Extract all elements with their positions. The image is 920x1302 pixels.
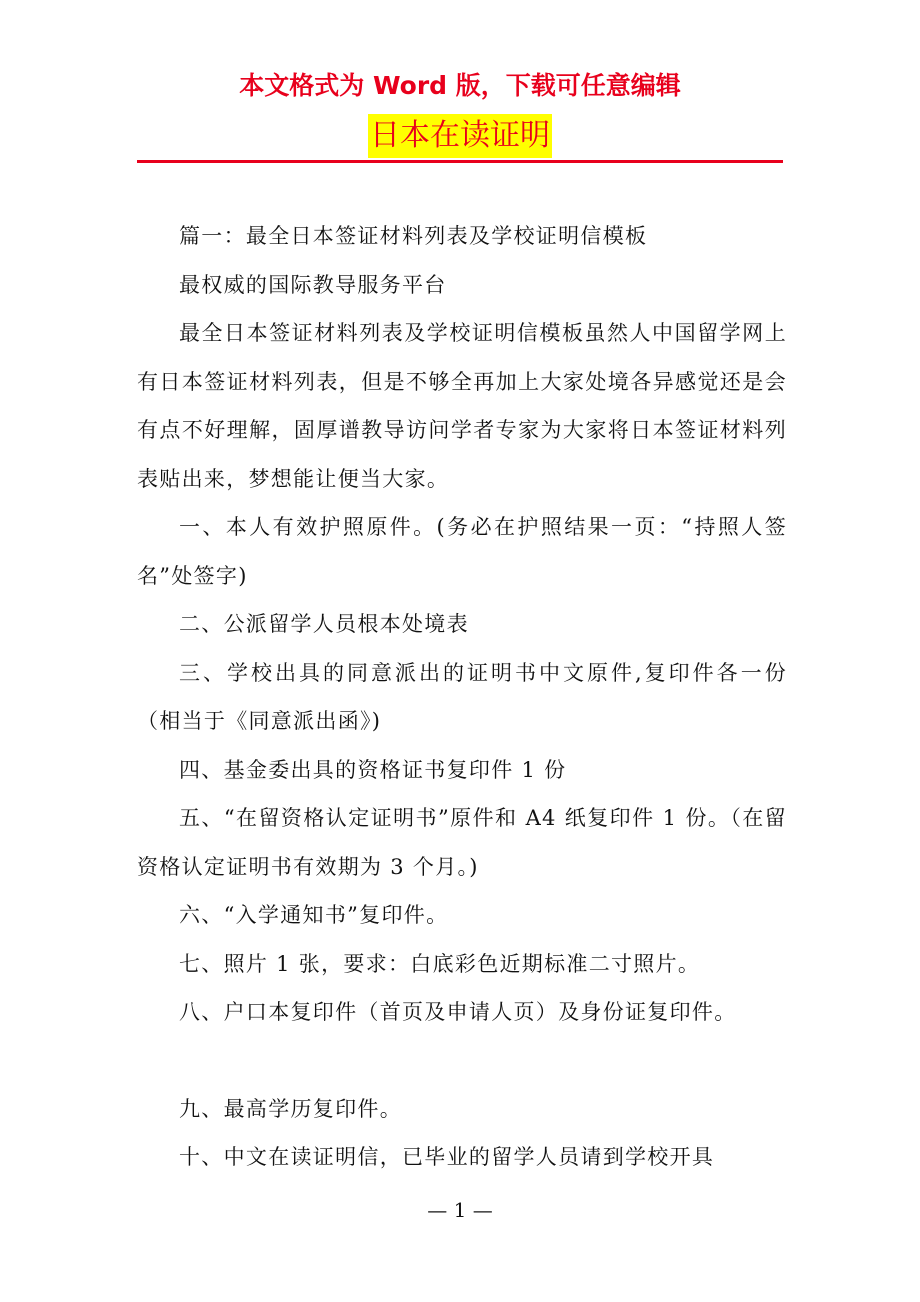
list-item-8: 八、户口本复印件（首页及申请人页）及身份证复印件。 [179,1000,737,1024]
list-item-2: 二、公派留学人员根本处境表 [179,612,469,636]
paragraph-intro: 最全日本签证材料列表及学校证明信模板虽然人中国留学网上有日本签证材料列表，但是不够全再加上大家处境各异感觉还是会有点不好理解，固厚谱教导访问学者专家为大家将日本签证材料列表贴出来，梦想能让便当大家。 [137,321,787,491]
list-item-10: 十、中文在读证明信，已毕业的留学人员请到学校开具 [179,1145,715,1169]
paragraph-platform: 最权威的国际教导服务平台 [179,272,447,297]
title-container [0,114,920,158]
format-notice-banner: 本文格式为 Word 版，下载可任意编辑 [239,71,681,100]
list-item-6: 六、“入学通知书”复印件。 [179,903,449,927]
list-item-9: 九、最高学历复印件。 [179,1096,402,1121]
list-item-5: 五、“在留资格认定证明书”原件和 A4 纸复印件 1 份。（在留资格认定证明书有效期为 3 个月。) [137,806,787,879]
page-number: — 1 — [427,1198,493,1222]
list-item-3: 三、学校出具的同意派出的证明书中文原件,复印件各一份（相当于《同意派出函》) [137,660,787,733]
document-title: 日本在读证明 [368,114,552,158]
document-body [137,212,787,1182]
header-divider [137,160,783,163]
section-heading: 篇一：最全日本签证材料列表及学校证明信模板 [179,224,648,248]
list-item-4: 四、基金委出具的资格证书复印件 1 份 [179,757,567,782]
list-item-1: 一、本人有效护照原件。(务必在护照结果一页：“持照人签名”处签字) [137,515,787,588]
list-item-7: 七、照片 1 张，要求：白底彩色近期标准二寸照片。 [179,951,701,976]
